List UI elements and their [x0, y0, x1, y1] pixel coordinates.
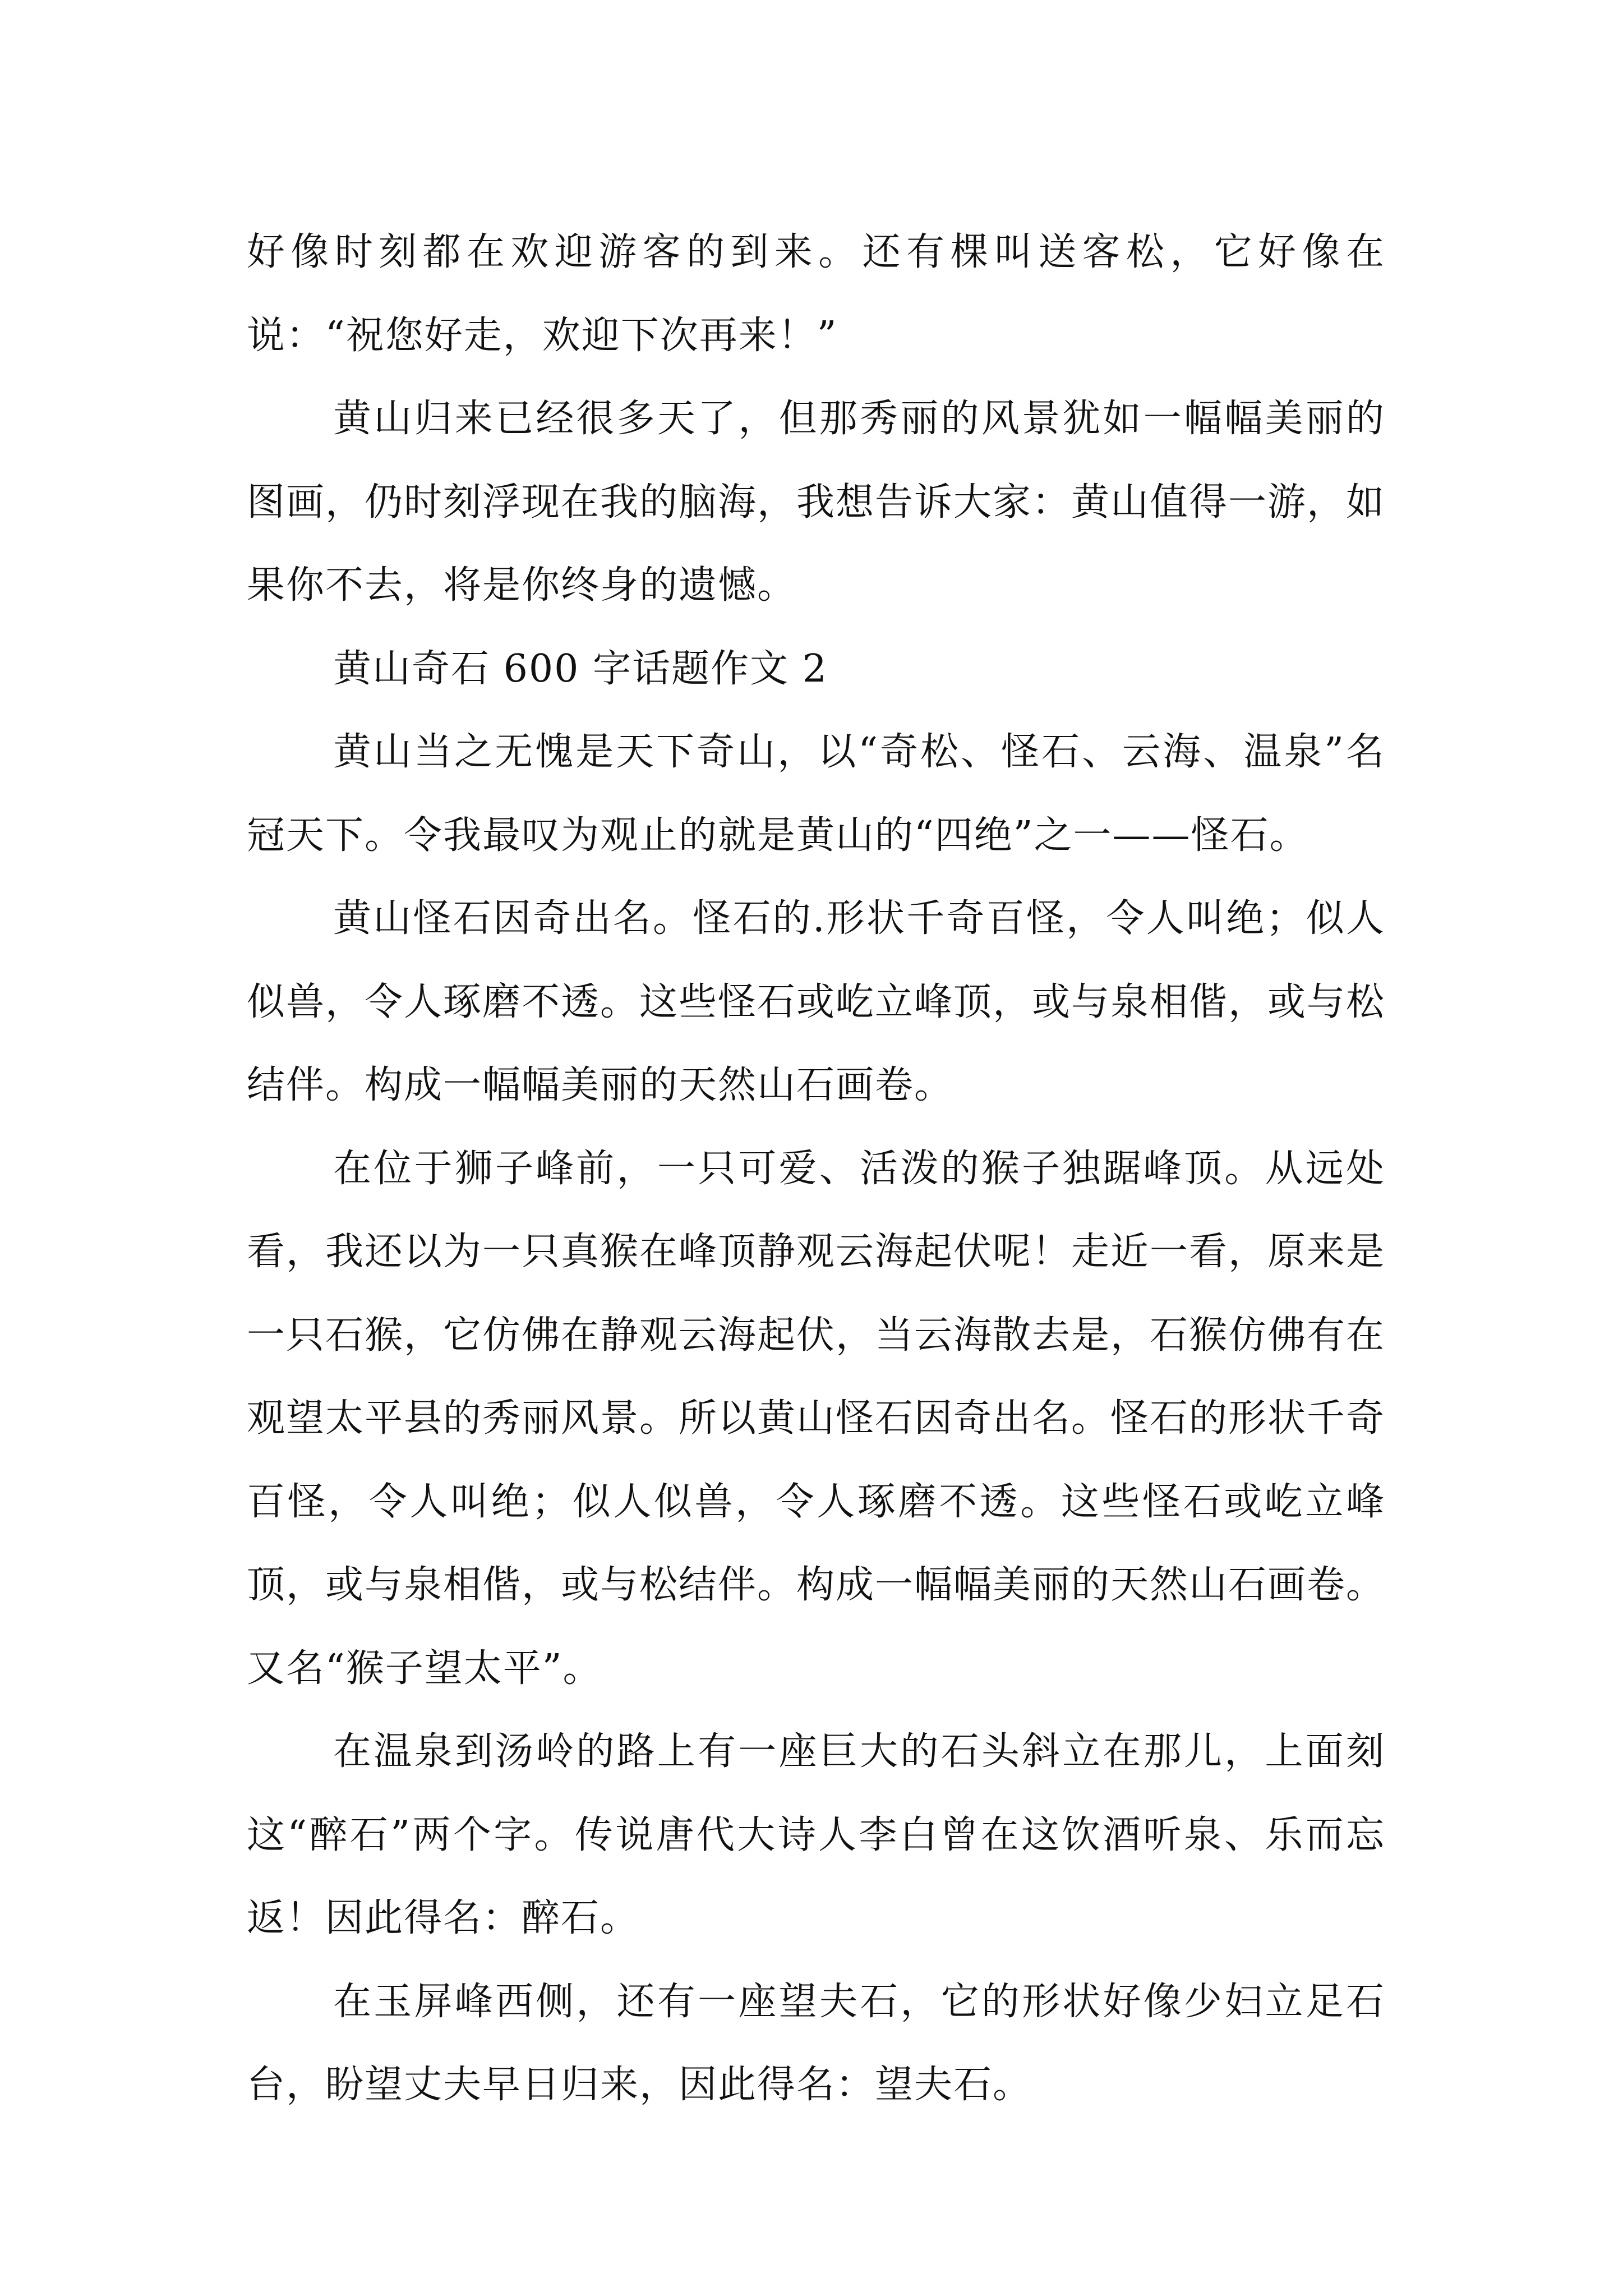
document-body	[247, 211, 1385, 2127]
paragraph-2: 黄山归来已经很多天了，但那秀丽的风景犹如一幅幅美丽的图画，仍时刻浮现在我的脑海，我想告诉大家：黄山值得一游，如果你不去，将是你终身的遗憾。	[247, 397, 1386, 608]
paragraph-1: 好像时刻都在欢迎游客的到来。还有棵叫送客松，它好像在说：“祝您好走，欢迎下次再来！”	[247, 230, 1385, 358]
section-heading: 黄山奇石 600 字话题作文 2	[333, 646, 828, 691]
paragraph-3: 黄山当之无愧是天下奇山，以“奇松、怪石、云海、温泉”名冠天下。令我最叹为观止的就是黄山的“四绝”之一——怪石。	[247, 730, 1385, 858]
paragraph-5: 在位于狮子峰前，一只可爱、活泼的猴子独踞峰顶。从远处看，我还以为一只真猴在峰顶静观云海起伏呢！走近一看，原来是一只石猴，它仿佛在静观云海起伏，当云海散去是，石猴仿佛有在观望太平县的秀丽风景。所以黄山怪石因奇出名。怪石的形状千奇百怪，令人叫绝；似人似兽，令人琢磨不透。这些怪石或屹立峰顶，或与泉相偕，或与松结伴。构成一幅幅美丽的天然山石画卷。又名“猴子望太平”。	[247, 1146, 1386, 1691]
paragraph-4: 黄山怪石因奇出名。怪石的.形状千奇百怪，令人叫绝；似人似兽，令人琢磨不透。这些怪石或屹立峰顶，或与泉相偕，或与松结伴。构成一幅幅美丽的天然山石画卷。	[247, 896, 1386, 1107]
paragraph-6: 在温泉到汤岭的路上有一座巨大的石头斜立在那儿，上面刻这“醉石”两个字。传说唐代大诗人李白曾在这饮酒听泉、乐而忘返！因此得名：醉石。	[247, 1729, 1385, 1940]
paragraph-7: 在玉屏峰西侧，还有一座望夫石，它的形状好像少妇立足石台，盼望丈夫早日归来，因此得名：望夫石。	[247, 1979, 1385, 2107]
